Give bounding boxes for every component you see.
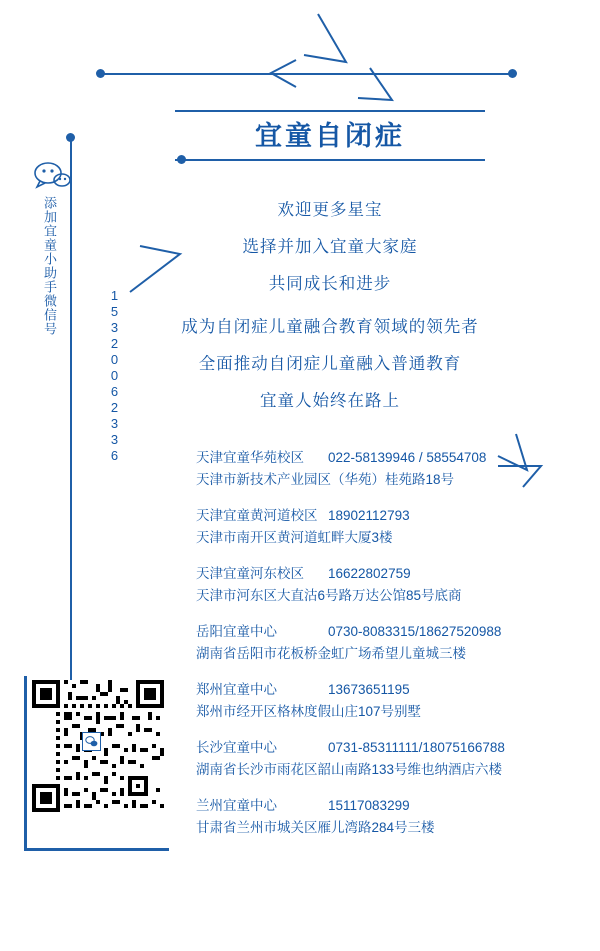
- contact-phone: 15117083299: [328, 798, 410, 813]
- contact-phone: 0730-8083315/18627520988: [328, 624, 502, 639]
- dot-left-vertical: [66, 133, 75, 142]
- slogan-line: 共同成长和进步: [268, 275, 392, 293]
- dot-left-top: [96, 69, 105, 78]
- contact-name: 长沙宜童中心: [196, 740, 277, 755]
- top-horizontal-rule: [100, 73, 516, 75]
- contact-item: [196, 447, 586, 491]
- wechat-logo-icon: [85, 735, 98, 748]
- contact-phone: 022-58139946 / 58554708: [328, 450, 487, 465]
- contact-phone: 18902112793: [328, 508, 410, 523]
- contact-item: [196, 795, 586, 839]
- contact-phone: 13673651195: [328, 682, 410, 697]
- contact-name: 岳阳宜童中心: [196, 624, 277, 639]
- contact-name: 兰州宜童中心: [196, 798, 277, 813]
- slogan-line: 欢迎更多星宝: [277, 201, 383, 219]
- contact-phone: 16622802759: [328, 566, 411, 581]
- contact-name: 郑州宜童中心: [196, 682, 277, 697]
- slogan-line: 成为自闭症儿童融合教育领域的领先者: [181, 318, 479, 336]
- contact-head: [196, 447, 586, 469]
- contact-head: [196, 563, 586, 585]
- contact-head: [196, 505, 586, 527]
- qr-frame-bottom: [24, 848, 169, 851]
- contact-list: [196, 447, 586, 853]
- contact-address: 甘肃省兰州市城关区雁儿湾路284号三楼: [196, 820, 435, 835]
- title-block: [175, 110, 485, 161]
- qr-frame-left: [24, 676, 27, 851]
- contact-name: 天津宜童河东校区: [196, 566, 304, 581]
- slogan-line: 选择并加入宜童大家庭: [242, 238, 418, 256]
- page-title: 宜童自闭症: [255, 121, 405, 151]
- qr-code-block[interactable]: [24, 676, 169, 851]
- wechat-add-label: 添加宜童小助手微信号: [42, 196, 57, 336]
- contact-address: 湖南省长沙市雨花区韶山南路133号维也纳酒店六楼: [196, 762, 503, 777]
- contact-head: [196, 795, 586, 817]
- wechat-number: 15320062336: [107, 288, 122, 464]
- contact-head: [196, 737, 586, 759]
- contact-item: [196, 505, 586, 549]
- contact-item: [196, 563, 586, 607]
- contact-address: 天津市南开区黄河道虹畔大厦3楼: [196, 530, 393, 545]
- contact-address: 天津市河东区大直沽6号路万达公馆85号底商: [196, 588, 462, 603]
- contact-head: [196, 679, 586, 701]
- contact-name: 天津宜童华苑校区: [196, 450, 304, 465]
- dot-right-top: [508, 69, 517, 78]
- slogan-line: 全面推动自闭症儿童融入普通教育: [198, 355, 462, 373]
- contact-name: 天津宜童黄河道校区: [196, 508, 318, 523]
- contact-item: [196, 737, 586, 781]
- left-vertical-rule: [70, 137, 72, 757]
- contact-item: [196, 621, 586, 665]
- contact-item: [196, 679, 586, 723]
- slogan-block: [120, 192, 540, 420]
- title-bottom-rule: [175, 159, 485, 161]
- contact-head: [196, 621, 586, 643]
- contact-address: 天津市新技术产业园区（华苑）桂苑路18号: [196, 472, 455, 487]
- slogan-line: 宜童人始终在路上: [260, 392, 400, 410]
- chat-bubble-icon: [32, 160, 72, 190]
- qr-center-logo: [82, 732, 101, 751]
- contact-address: 湖南省岳阳市花板桥金虹广场希望儿童城三楼: [196, 646, 466, 661]
- contact-address: 郑州市经开区格林度假山庄107号别墅: [196, 704, 422, 719]
- contact-phone: 0731-85311111/18075166788: [328, 740, 505, 755]
